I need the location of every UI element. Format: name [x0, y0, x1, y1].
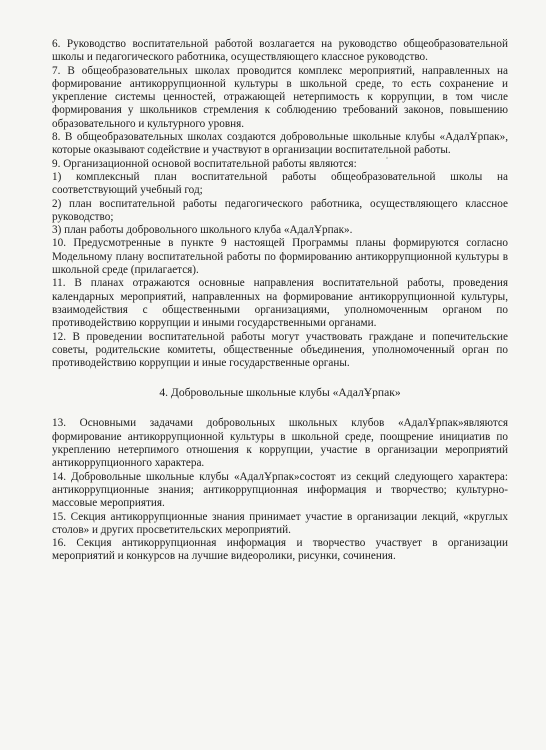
paragraph-13: 13. Основными задачами добровольных школьных клубов «АдалҰрпак»являются формирование антикоррупционной культуры в школьной среде, поощрение инициатив по укреплению нетерпимого отношения к коррупции, участие в организации мероприятий антикоррупционного характера.: [52, 417, 508, 470]
section-heading: 4. Добровольные школьные клубы «АдалҰрпак»: [159, 386, 401, 400]
paragraph-12: 12. В проведении воспитательной работы могут участвовать граждане и попечительские советы, родительские комитеты, общественные объединения, уполномоченный орган по противодействию коррупции и иные государственные органы.: [52, 330, 508, 370]
list-item-1: 1) комплексный план воспитательной работы общеобразовательной школы на соответствующий учебный год;: [52, 170, 508, 197]
list-item-2: 2) план воспитательной работы педагогического работника, осуществляющего классное руководство;: [52, 197, 508, 223]
scan-speck: [386, 157, 388, 159]
paragraph-16: 16. Секция антикоррупционная информация и творчество участвует в организации мероприятий и конкурсов на лучшие видеоролики, рисунки, сочинения.: [52, 537, 508, 563]
list-item-3: 3) план работы добровольного школьного клуба «АдалҰрпак».: [52, 224, 353, 237]
paragraph-10: 10. Предусмотренные в пункте 9 настоящей Программы планы формируются согласно Модельному плану воспитательной работы по формированию антикоррупционной культуры в школьной среде (прилагается).: [52, 237, 508, 277]
paragraph-14: 14. Добровольные школьные клубы «АдалҰрпак»состоят из секций следующего характера: антикоррупционные знания; антикоррупционная информация и творчество; культурно-массовые мероприятия.: [52, 470, 508, 510]
paragraph-6: 6. Руководство воспитательной работой возлагается на руководство общеобразовательной школы и педагогического работника, осуществляющего классное руководство.: [52, 38, 508, 64]
paragraph-15: 15. Секция антикоррупционные знания принимает участие в организации лекций, «круглых столов» и других просветительских мероприятий.: [52, 510, 508, 536]
paragraph-7: 7. В общеобразовательных школах проводится комплекс мероприятий, направленных на формирование антикоррупционной культуры в школьной среде, то есть сохранение и укрепление системы ценностей, отражающей нетерпимость к коррупции, в том числе формирования у школьников стремления к соблюдению требований законов, повышению образовательного и культурного уровня.: [52, 64, 508, 130]
paragraph-8: 8. В общеобразовательных школах создаются добровольные школьные клубы «АдалҰрпак», которые оказывают содействие и участвуют в организации воспитательной работы.: [52, 131, 508, 157]
paragraph-9: 9. Организационной основой воспитательной работы являются:: [52, 157, 357, 170]
paragraph-11: 11. В планах отражаются основные направления воспитательной работы, проведения календарных мероприятий, направленных на формирование антикоррупционной культуры, взаимодействия с общественными организациями, уполномоченным органом по противодействию коррупции и иными государственными органами.: [52, 277, 508, 330]
